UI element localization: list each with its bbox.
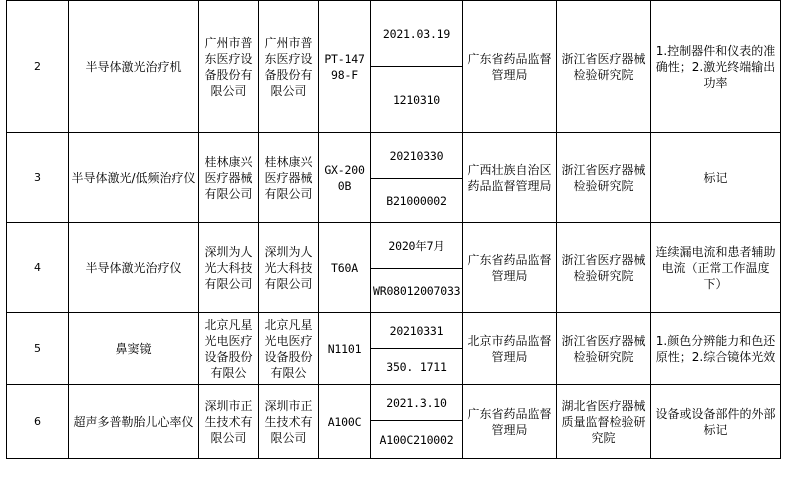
- entrusted-company: 深圳为人光大科技有限公司: [199, 223, 259, 313]
- model-spec: GX-2000B: [319, 133, 371, 223]
- model-spec: N1101: [319, 313, 371, 385]
- testing-organization: 浙江省医疗器械检验研究院: [557, 313, 651, 385]
- batch-date: 20210330: [371, 133, 463, 179]
- product-name: 半导体激光/低频治疗仪: [69, 133, 199, 223]
- entrusted-company: 北京凡星光电医疗设备股份有限公: [199, 313, 259, 385]
- batch-number: 1210310: [371, 67, 463, 133]
- entrusted-company: 桂林康兴医疗器械有限公司: [199, 133, 259, 223]
- table-row: [7, 385, 781, 421]
- failed-items: 连续漏电流和患者辅助电流（正常工作温度下）: [651, 223, 781, 313]
- testing-organization: 浙江省医疗器械检验研究院: [557, 133, 651, 223]
- sampling-organization: 广东省药品监督管理局: [463, 223, 557, 313]
- row-number: 4: [7, 223, 69, 313]
- sampling-organization: 广东省药品监督管理局: [463, 385, 557, 459]
- batch-number: B21000002: [371, 179, 463, 223]
- table-row: [7, 133, 781, 179]
- product-name: 鼻窦镜: [69, 313, 199, 385]
- batch-number: 350. 1711: [371, 349, 463, 385]
- batch-number: A100C210002: [371, 421, 463, 459]
- model-spec: T60A: [319, 223, 371, 313]
- failed-items: 1.颜色分辨能力和色还原性；2.综合镜体光效: [651, 313, 781, 385]
- table-row: [7, 223, 781, 269]
- row-number: 2: [7, 1, 69, 133]
- product-name: 超声多普勒胎儿心率仪: [69, 385, 199, 459]
- table-row: [7, 313, 781, 349]
- entrusted-company: 深圳市正生技术有限公司: [199, 385, 259, 459]
- failed-items: 设备或设备部件的外部标记: [651, 385, 781, 459]
- sampling-results-table: [6, 0, 781, 459]
- testing-organization: 湖北省医疗器械质量监督检验研究院: [557, 385, 651, 459]
- producer-company: 深圳市正生技术有限公司: [259, 385, 319, 459]
- product-name: 半导体激光治疗仪: [69, 223, 199, 313]
- producer-company: 桂林康兴医疗器械有限公司: [259, 133, 319, 223]
- sampling-organization: 广东省药品监督管理局: [463, 1, 557, 133]
- model-spec: A100C: [319, 385, 371, 459]
- batch-date: 2020年7月: [371, 223, 463, 269]
- sampling-organization: 广西壮族自治区药品监督管理局: [463, 133, 557, 223]
- producer-company: 北京凡星光电医疗设备股份有限公: [259, 313, 319, 385]
- batch-date: 20210331: [371, 313, 463, 349]
- row-number: 3: [7, 133, 69, 223]
- testing-organization: 浙江省医疗器械检验研究院: [557, 1, 651, 133]
- product-name: 半导体激光治疗机: [69, 1, 199, 133]
- batch-date: 2021.03.19: [371, 1, 463, 67]
- producer-company: 广州市普东医疗设备股份有限公司: [259, 1, 319, 133]
- batch-date: 2021.3.10: [371, 385, 463, 421]
- row-number: 6: [7, 385, 69, 459]
- row-number: 5: [7, 313, 69, 385]
- testing-organization: 浙江省医疗器械检验研究院: [557, 223, 651, 313]
- model-spec: PT-14798-F: [319, 1, 371, 133]
- table-row: [7, 1, 781, 67]
- failed-items: 1.控制器件和仪表的准确性；2.激光终端输出功率: [651, 1, 781, 133]
- entrusted-company: 广州市普东医疗设备股份有限公司: [199, 1, 259, 133]
- producer-company: 深圳为人光大科技有限公司: [259, 223, 319, 313]
- sampling-organization: 北京市药品监督管理局: [463, 313, 557, 385]
- batch-number: WR08012007033: [371, 269, 463, 313]
- failed-items: 标记: [651, 133, 781, 223]
